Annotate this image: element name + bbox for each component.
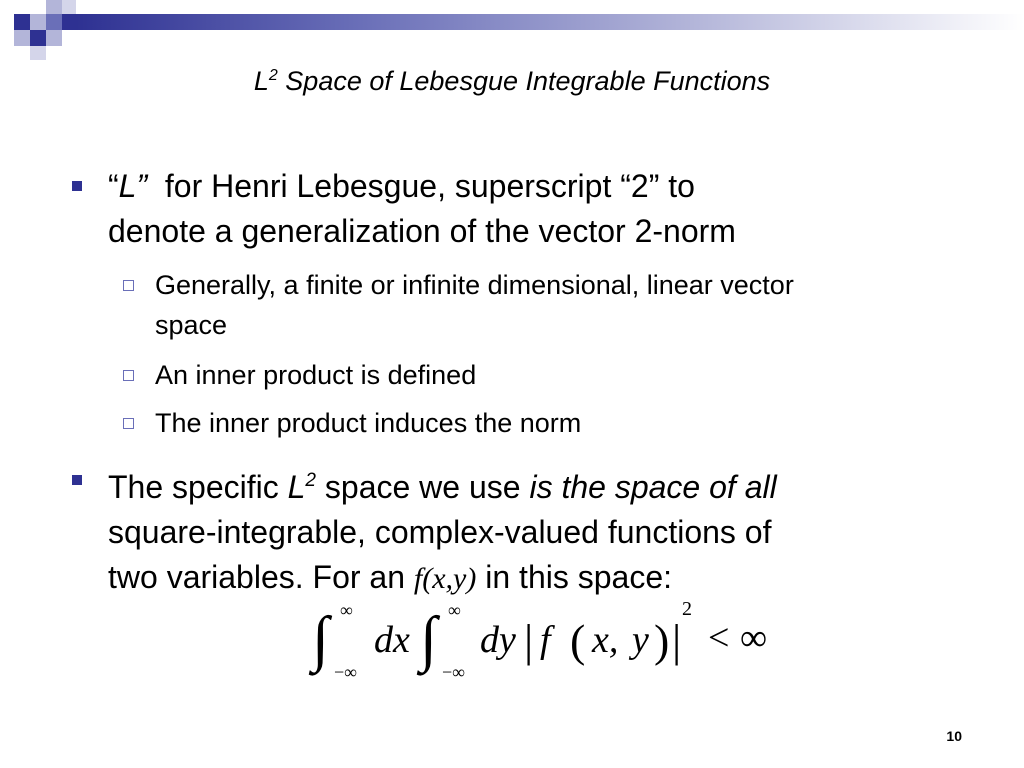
hollow-square-icon (123, 370, 134, 381)
open-quote: “ (108, 168, 119, 204)
decor-square (14, 30, 30, 46)
title-l: L (253, 66, 269, 96)
y: y (632, 619, 649, 661)
bullet-2-italic-text: is the space of all (529, 469, 777, 505)
decor-square (62, 0, 76, 14)
sub-bullet-3 (155, 403, 975, 443)
italic-l: L (287, 469, 306, 505)
paren-right: ) (654, 615, 670, 666)
x: x, (592, 619, 619, 661)
decor-square (46, 0, 62, 14)
abs-bar-right: | (672, 615, 682, 666)
paren-left: ( (570, 615, 586, 666)
slide-title (0, 66, 1024, 97)
bullet-square-icon (72, 475, 82, 485)
decor-square (62, 14, 76, 30)
close-quote: ” (136, 168, 148, 204)
decor-square (14, 14, 30, 30)
exponent-2: 2 (682, 598, 692, 620)
bullet-2-line-3-b: in this space: (476, 559, 673, 595)
bullet-1-line-2: denote a generalization of the vector 2-norm (108, 213, 736, 249)
header-gradient-bar (76, 14, 1024, 30)
integral-sign-2: ∫ (420, 605, 437, 673)
bullet-2-text (108, 458, 988, 601)
lower-limit-1: −∞ (334, 662, 357, 682)
bullet-2-line-3 (108, 555, 988, 601)
bullet-2-line-1 (108, 458, 988, 510)
function-fxy: f(x,y) (413, 562, 477, 595)
upper-limit-1: ∞ (340, 600, 353, 620)
less-than: < (708, 617, 730, 659)
dy: dy (480, 619, 516, 661)
decor-square (46, 14, 62, 30)
bullet-1-line-1 (108, 164, 988, 209)
sub-bullet-2 (155, 355, 975, 395)
decor-square (30, 46, 46, 60)
decor-square (46, 30, 62, 46)
dx: dx (374, 619, 410, 661)
upper-limit-2: ∞ (448, 600, 461, 620)
sub-bullet-2-line-1: An inner product is defined (155, 360, 477, 390)
bullet-2-text-b: space we use (316, 469, 530, 505)
sub-bullet-3-line-1: The inner product induces the norm (155, 408, 582, 438)
lower-limit-2: −∞ (442, 662, 465, 682)
bullet-square-icon (72, 181, 82, 191)
bullet-1-line-1-text: for Henri Lebesgue, superscript “2” to (147, 168, 695, 204)
integral-formula (310, 596, 790, 686)
sub-bullet-1 (155, 265, 975, 345)
hollow-square-icon (123, 280, 134, 291)
bullet-2-line-2: square-integrable, complex-valued functions of (108, 514, 772, 550)
infinity: ∞ (740, 617, 768, 659)
abs-bar-left: | (524, 615, 534, 666)
italic-l: L (118, 168, 137, 204)
integral-sign-1: ∫ (312, 605, 329, 673)
bullet-1-text (108, 164, 988, 254)
decor-square (30, 30, 46, 46)
decor-square (30, 14, 46, 30)
title-superscript: 2 (268, 67, 278, 84)
sub-bullet-1-line-2: space (155, 310, 228, 340)
page-number: 10 (946, 728, 962, 744)
l-superscript: 2 (305, 470, 316, 491)
hollow-square-icon (123, 418, 134, 429)
sub-bullet-1-line-1: Generally, a finite or infinite dimensional, linear vector (155, 270, 794, 300)
title-text: Space of Lebesgue Integrable Functions (277, 66, 771, 96)
bullet-2-line-3-a: two variables. For an (108, 559, 414, 595)
bullet-2-text-a: The specific (108, 469, 288, 505)
f: f (540, 619, 551, 661)
